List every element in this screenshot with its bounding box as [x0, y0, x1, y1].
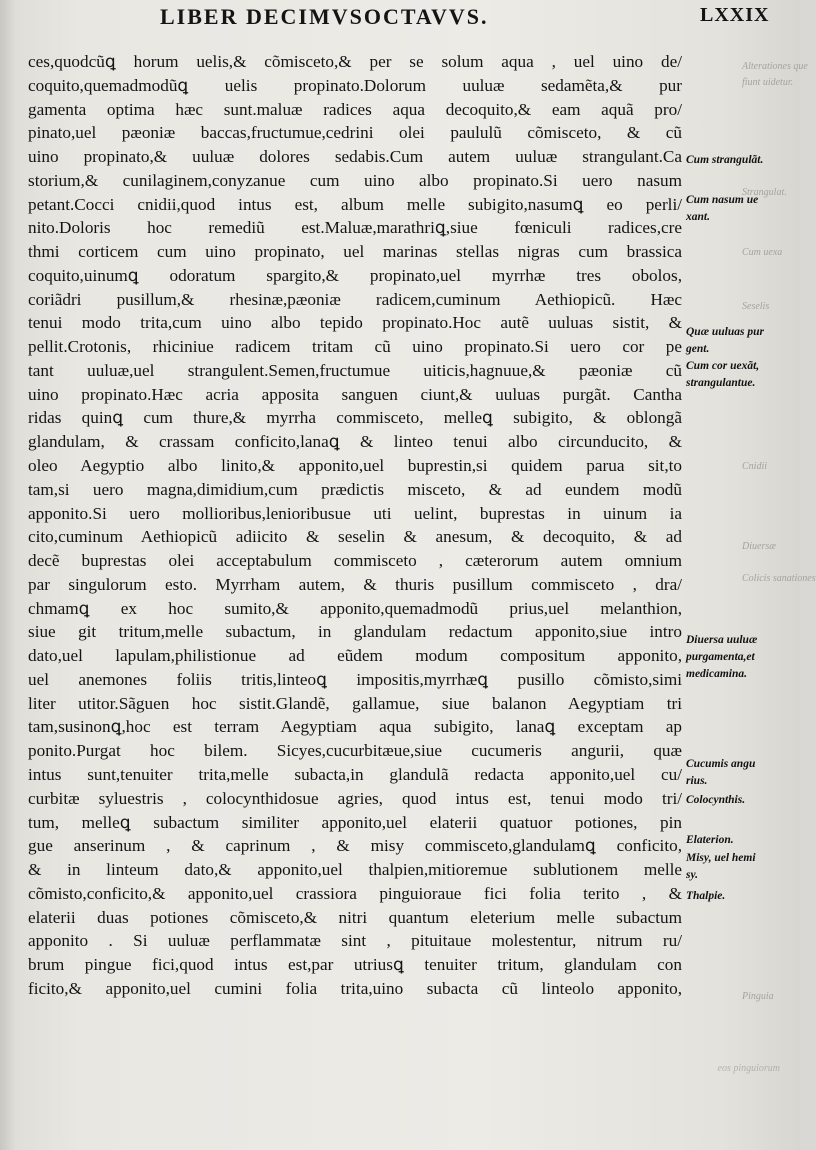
- text-line: curbitæ syluestris , colocynthidosue agries, quod intus est, tenui modo tri/: [28, 788, 682, 808]
- margin-note-cor: Cum cor uexãt, strangulantue.: [686, 360, 760, 389]
- text-line: ridas quinꝗ cum thure,& myrrha commisceto, melleꝗ subigito, & oblongã: [28, 408, 682, 428]
- show-through-text: Cnidii: [742, 461, 768, 472]
- text-line: intus sunt,tenuiter trita,melle subacta,in glandulã redacta apponito,uel cu/: [28, 764, 682, 784]
- text-line: apponito . Si uuluæ perflammatæ sint , pituitaue molestentur, nitrum ru/: [28, 931, 682, 951]
- text-line: pellit.Crotonis, rhiciniue radicem tritam cũ uino propinato.Si uero cor pe: [28, 337, 682, 357]
- margin-note-strangulat: Cum strangulãt.: [686, 154, 764, 166]
- text-line: tum, melleꝗ subactum similiter apponito,uel elaterii quatuor potiones, pin: [28, 812, 682, 832]
- margin-note-thalpie: Thalpie.: [686, 890, 726, 902]
- running-head: LIBER DECIMVSOCTAVVS.: [160, 4, 489, 29]
- text-line: decẽ buprestas olei acceptabulum commisceto , cæterorum autem omnium: [28, 551, 682, 571]
- text-line: apponito.Si uero mollioribus,lenioribusue uti uelint, buprestas in uinum ia: [28, 503, 682, 523]
- text-line: dato,uel lapulam,philistionue ad eũdem modum compositum apponito,: [28, 646, 682, 666]
- text-line: glandulam, & crassam conficito,lanaꝗ & linteo tenui albo circunducito, &: [28, 432, 682, 452]
- text-line: elaterii duas potiones cõmisceto,& nitri quantum eleterium melle subactum: [28, 907, 682, 927]
- folio-number: LXXIX: [700, 4, 770, 26]
- text-line: tam,si uero magna,dimidium,cum prædictis misceto, & ad eundem modũ: [28, 479, 682, 499]
- text-line: cito,cuminum Aethiopicũ adiicito & seselin & anesum, & decoquito, & ad: [28, 527, 682, 547]
- text-line: gue anserinum , & caprinum , & misy commisceto,glandulamꝗ conficito,: [28, 836, 682, 856]
- show-through-text: Seselis: [742, 301, 770, 312]
- text-line: thmi corticem cum uino propinato, uel marinas stellas nigras cum brassica: [28, 242, 682, 262]
- margin-note-nasum: Cum nasum ue xant.: [686, 194, 759, 223]
- text-line: tant uuluæ,uel strangulent.Semen,fructumue uiticis,hagnuue,& pæoniæ cũ: [28, 360, 682, 380]
- margin-note-diuersa: Diuersa uuluæ purgamenta,et medicamina.: [686, 634, 758, 680]
- show-through-text: Diuersæ: [742, 541, 776, 552]
- text-line: gamenta optima hæc sunt.maluæ radices aqua decoquito,& eam aquã pro/: [28, 99, 682, 119]
- margin-note-elaterion: Elaterion.: [686, 834, 734, 846]
- text-line: storium,& cunilaginem,conyzanue cum uino albo propinato.Si uero nasum: [28, 170, 682, 190]
- show-through-text: Colicis sanationes: [742, 573, 816, 584]
- text-line: siue git tritum,melle subactum, in glandulam redactum apponito,siue intro: [28, 622, 682, 642]
- show-through-text: Alterationes que: [742, 61, 808, 72]
- show-through-text: Strangulat.: [742, 187, 787, 198]
- text-line: uino propinato,& uuluæ dolores sedabis.Cum autem uuluæ strangulant.Ca: [28, 147, 682, 167]
- text-line: coriãdri pusillum,& rhesinæ,pæoniæ radicem,cuminum Aethiopicũ. Hæc: [28, 289, 682, 309]
- text-line: petant.Cocci cnidii,quod intus est, album melle subigito,nasumꝗ eo perli/: [28, 194, 682, 214]
- text-line: pinato,uel pæoniæ baccas,fructumue,cedrini olei paululũ cõmisceto, & cũ: [28, 123, 682, 143]
- main-text-block: [28, 50, 682, 1001]
- text-line: cõmisto,conficito,& apponito,uel crassiora pinguioraue fici folia terito , &: [28, 883, 682, 903]
- text-line: nito.Doloris hoc remediũ est.Maluæ,marathriꝗ,siue fœniculi radices,cre: [28, 218, 682, 238]
- text-line: oleo Aegyptio albo linito,& apponito,uel buprestin,si quidem parua sit,to: [28, 456, 682, 476]
- text-line: ces,quodcũꝗ horum uelis,& cõmisceto,& per se solum aqua , uel uino de/: [28, 52, 682, 71]
- text-line: & in linteum dato,& apponito,uel thalpien,mitioremue sublutionem melle: [28, 860, 682, 880]
- text-line: par singulorum esto. Myrrham autem, & thuris pusillum commisceto , dra/: [28, 574, 682, 594]
- text-line: brum pingue fici,quod intus est,par utriusꝗ tenuiter tritum, glandulam con: [28, 955, 682, 975]
- margin-note-colocynthis: Colocynthis.: [686, 794, 746, 806]
- text-line: ficito,& apponito,uel cumini folia trita,uino subacta cũ linteolo apponito,: [28, 978, 682, 998]
- text-line: liter utitor.Sãguen hoc sistit.Glandẽ, gallamue, siue balanon Aegyptiam tri: [28, 693, 682, 713]
- show-through-text: Cum uexa: [742, 247, 783, 258]
- margin-note-purgent: Quæ uuluas pur gent.: [686, 326, 764, 355]
- text-line: coquito,uinumꝗ odoratum spargito,& propinato,uel myrrhæ tres obolos,: [28, 265, 682, 285]
- show-through-text: eos pinguiorum: [717, 1063, 780, 1074]
- show-through-text: Pinguia: [742, 991, 774, 1002]
- show-through-text: fiunt uidetur.: [742, 77, 794, 88]
- text-line: tam,susinonꝗ,hoc est terram Aegyptiam aqua subigito, lanaꝗ exceptam ap: [28, 717, 682, 737]
- text-line: tenui modo trita,cum uino albo tepido propinato.Hoc autẽ uuluas sistit, &: [28, 313, 682, 333]
- text-line: uino propinato.Hæc acria apposita sanguen ciunt,& uuluas purgãt. Cantha: [28, 384, 682, 404]
- text-line: uel anemones foliis tritis,linteoꝗ impositis,myrrhæꝗ pusillo cõmisto,simi: [28, 669, 682, 689]
- margin-note-cucumis: Cucumis angu rius.: [686, 758, 756, 787]
- text-line: chmamꝗ ex hoc sumito,& apponito,quemadmodũ prius,uel melanthion,: [28, 598, 682, 618]
- margin-note-misy: Misy, uel hemi sy.: [686, 852, 756, 881]
- text-line: ponito.Purgat hoc bilem. Sicyes,cucurbitæue,siue cucumeris angurii, quæ: [28, 741, 682, 761]
- gutter-shadow: [0, 0, 16, 1150]
- text-line: coquito,quemadmodũꝗ uelis propinato.Dolorum uuluæ sedamẽta,& pur: [28, 75, 682, 95]
